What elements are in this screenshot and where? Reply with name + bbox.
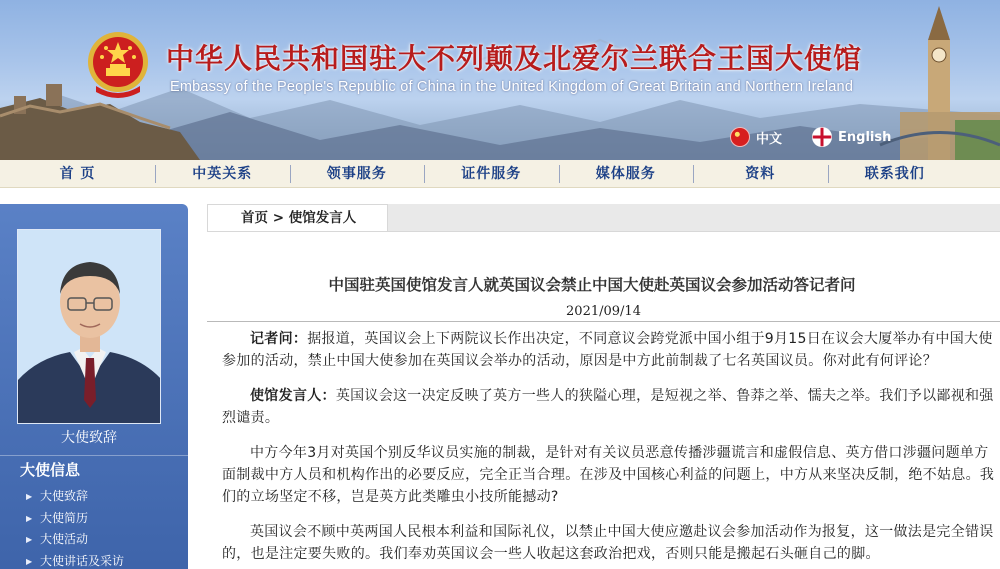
nav-document-services[interactable]: 证件服务	[424, 160, 559, 188]
article-date: 2021/09/14	[566, 304, 641, 319]
national-emblem	[86, 28, 150, 100]
article-paragraph	[222, 521, 996, 565]
nav-resources[interactable]: 资料	[693, 160, 828, 188]
ambassador-portrait-image	[18, 230, 161, 424]
sidebar	[0, 204, 188, 569]
embassy-title-cn: 中华人民共和国驻大不列颠及北爱尔兰联合王国大使馆	[166, 42, 863, 75]
sidebar-item-ambassador-speech[interactable]	[0, 486, 188, 508]
paragraph-speaker: 使馆发言人：	[250, 388, 336, 404]
date-divider	[207, 321, 1000, 322]
sidebar-item-label: 大使致辞	[40, 489, 89, 503]
sidebar-item-ambassador-interviews[interactable]	[0, 551, 188, 569]
breadcrumb	[207, 204, 388, 232]
sidebar-item-ambassador-profile[interactable]	[0, 508, 188, 530]
paragraph-text: 据报道，英国议会上下两院议长作出决定，不同意议会跨党派中国小组于9月15日在议会大厦举办有中国大使参加的活动，禁止中国大使参加在英国议会举办的活动，原因是中方此前制裁了七名英国议员。你对此有何评论？	[222, 331, 993, 369]
china-flag-icon	[730, 127, 750, 147]
sidebar-item-label: 大使活动	[40, 532, 89, 546]
nav-contact-us[interactable]: 联系我们	[828, 160, 963, 188]
nav-home[interactable]: 首 页	[59, 166, 96, 182]
main-nav	[0, 160, 1000, 188]
article-title: 中国驻英国使馆发言人就英国议会禁止中国大使赴英国议会参加活动答记者问	[328, 276, 856, 294]
bullet-icon: ▶	[26, 492, 33, 501]
language-chinese-label: 中文	[756, 131, 783, 147]
article-paragraph	[222, 442, 996, 508]
article-paragraph	[222, 385, 996, 429]
nav-consular-services[interactable]: 领事服务	[290, 160, 425, 188]
breadcrumb-home-link[interactable]: 首页	[241, 210, 268, 226]
language-english-link[interactable]	[812, 127, 891, 147]
paragraph-text: 英国议会不顾中英两国人民根本利益和国际礼仪，以禁止中国大使应邀赴议会参加活动作为报复，这一做法是完全错误的，也是注定要失败的。我们奉劝英国议会一些人收起这套政治把戏，否则只能是搬起石头砸自己的脚。	[222, 524, 994, 562]
ambassador-photo[interactable]	[17, 229, 161, 424]
sidebar-item-ambassador-activities[interactable]	[0, 529, 188, 551]
language-chinese-link[interactable]	[730, 127, 782, 147]
ambassador-info-heading: 大使信息	[0, 455, 188, 483]
breadcrumb-separator: >	[272, 210, 285, 226]
article-body	[222, 328, 996, 569]
embassy-title-en: Embassy of the People's Republic of China in the United Kingdom of Great Britain and Northern Ireland	[170, 79, 854, 95]
sidebar-item-label: 大使简历	[40, 510, 89, 525]
breadcrumb-current[interactable]: 使馆发言人	[288, 210, 357, 226]
paragraph-text: 英国议会这一决定反映了英方一些人的狭隘心理，是短视之举、鲁莽之举、懦夫之举。我们予以鄙视和强烈谴责。	[222, 388, 994, 426]
bullet-icon: ▶	[26, 535, 33, 544]
bullet-icon: ▶	[26, 513, 33, 523]
ambassador-info-list	[0, 486, 188, 569]
header-banner	[0, 0, 1000, 160]
paragraph-text: 中方今年3月对英国个别反华议员实施的制裁，是针对有关议员恶意传播涉疆谎言和虚假信息、英方借口涉疆问题单方面制裁中方人员和机构作出的必要反应，完全正当合理。在涉及中国核心利益的问题上，中方从来坚决反制，绝不姑息。我们的立场坚定不移，岂是英方此类雕虫小技所能撼动?	[222, 445, 995, 505]
breadcrumb-divider	[207, 231, 1000, 232]
paragraph-speaker: 记者问：	[250, 331, 308, 347]
sidebar-item-label: 大使讲话及采访	[40, 553, 125, 568]
article-paragraph	[222, 328, 996, 372]
uk-flag-icon	[812, 127, 832, 147]
ambassador-caption-link[interactable]: 大使致辞	[61, 430, 117, 446]
nav-media-services[interactable]: 媒体服务	[559, 160, 694, 188]
language-english-label: English	[838, 129, 892, 145]
breadcrumb-bar	[207, 204, 1000, 232]
nav-china-uk-relations[interactable]: 中英关系	[155, 160, 290, 188]
bullet-icon: ▶	[26, 556, 33, 566]
